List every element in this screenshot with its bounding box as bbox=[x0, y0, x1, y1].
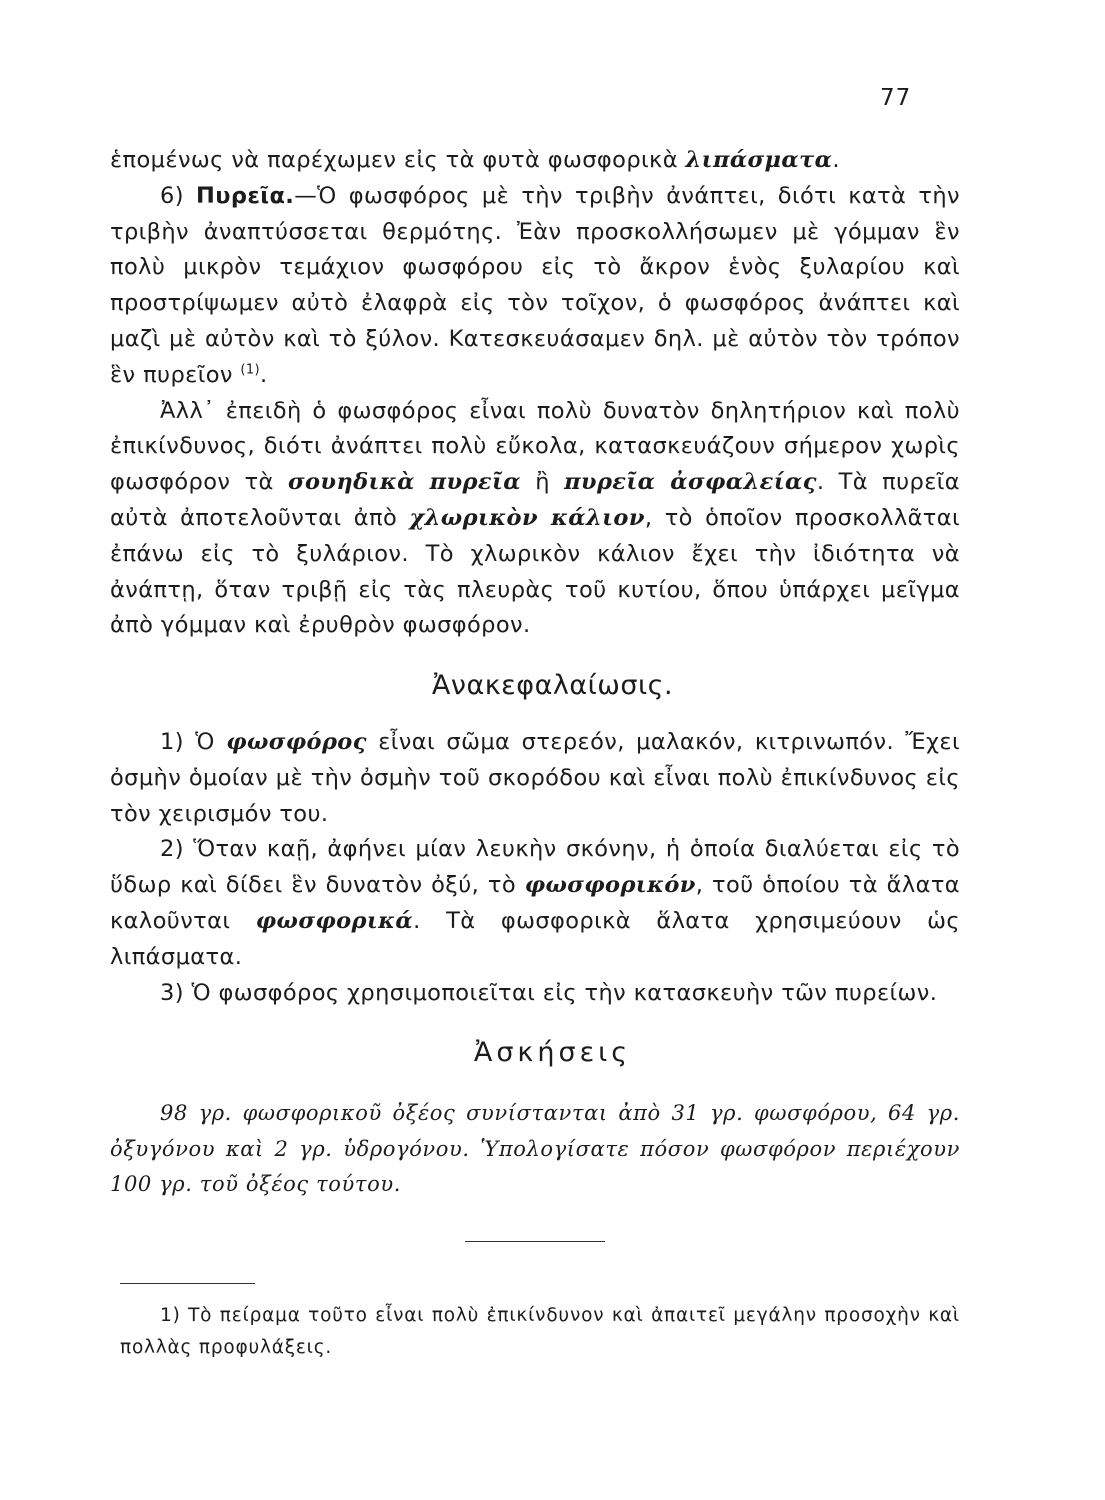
section-divider bbox=[465, 1241, 605, 1242]
para2-end: . bbox=[260, 361, 268, 388]
paragraph-1 bbox=[110, 143, 960, 179]
summary-item-2-emph-2: φωσφορικά bbox=[255, 907, 414, 934]
para3-text-2: ἢ bbox=[521, 469, 565, 496]
page-number: 77 bbox=[880, 85, 912, 111]
exercise-1: 98 γρ. φωσφορικοῦ ὀξέος συνίστανται ἀπὸ 31 γρ. φωσφόρου, 64 γρ. ὀξυγόνου καὶ 2 γρ. ὑδρογόνου. Ὑπολογίσατε πόσον φωσφόρον περιέχουν 100 γρ. τοῦ ὀξέος τούτου. bbox=[110, 1101, 960, 1196]
summary-text bbox=[110, 725, 960, 1011]
para1-text: ἑπομένως νὰ παρέχωμεν εἰς τὰ φυτὰ φωσφορικὰ bbox=[110, 147, 686, 173]
summary-item-3: 3) Ὁ φωσφόρος χρησιμοποιεῖται εἰς τὴν κατασκευὴν τῶν πυρείων. bbox=[160, 979, 938, 1006]
para3-emph-3: χλωρικὸν κάλιον bbox=[409, 504, 645, 531]
footnote-1: 1) Τὸ πείραμα τοῦτο εἶναι πολὺ ἐπικίνδυνον καὶ ἀπαιτεῖ μεγάλην προσοχὴν καὶ πολλὰς προφυλάξεις. bbox=[120, 1305, 960, 1358]
para1-emph: λιπάσματα bbox=[685, 147, 833, 173]
summary-item-2-text-1: 2) Ὅταν καῇ, ἀφήνει μίαν λευκὴν σκόνην, ἡ ὁποία διαλύεται εἰς τὸ ὕδωρ καὶ δίδει ἓν δυνατὸν ὀξύ, τὸ bbox=[110, 836, 960, 899]
para2-text: —Ὁ φωσφόρος μὲ τὴν τριβὴν ἀνάπτει, διότι κατὰ τὴν τριβὴν ἀναπτύσσεται θερμότης. Ἐὰν προσκολλήσωμεν μὲ γόμμαν ἓν πολὺ μικρὸν τεμάχιον φωσφόρου εἰς τὸ ἄκρον ἑνὸς ξυλαρίου καὶ προστρίψωμεν αὐτὸ ἐλαφρὰ εἰς τὸν τοῖχον, ὁ φωσφόρος ἀνάπτει καὶ μαζὶ μὲ αὐτὸν καὶ τὸ ξύλον. Κατεσκευάσαμεν δηλ. μὲ αὐτὸν τὸν τρόπον ἓν πυρεῖον bbox=[110, 182, 960, 388]
para3-text-4: , τὸ ὁποῖον προσκολλᾶται ἐπάνω εἰς τὸ ξυλάριον. Τὸ χλωρικὸν κάλιον ἔχει τὴν ἰδιότητα νὰ ἀνάπτῃ, ὅταν τριβῇ εἰς τὰς πλευρὰς τοῦ κυτίου, ὅπου ὑπάρχει μεῖγμα ἀπὸ γόμμαν καὶ ἐρυθρὸν φωσφόρον. bbox=[110, 504, 960, 639]
main-text-upper bbox=[110, 143, 960, 644]
summary-item-1-emph: φωσφόρος bbox=[226, 729, 367, 755]
summary-item-2-text-2: , τοῦ ὁποίου τὰ ἅλατα καλοῦνται bbox=[110, 872, 960, 934]
para1-end: . bbox=[832, 147, 840, 173]
summary-heading: Ἀνακεφαλαίωσις. bbox=[431, 670, 674, 701]
summary-item-2-emph-1: φωσφορικόν bbox=[524, 872, 696, 899]
summary-item-2 bbox=[110, 832, 960, 975]
para3-emph-1: σουηδικὰ πυρεῖα bbox=[287, 469, 521, 496]
para3-emph-2: πυρεῖα ἀσφαλείας bbox=[564, 469, 817, 496]
section-heading: Πυρεῖα. bbox=[196, 182, 295, 209]
exercises-heading: Ἀσκήσεις bbox=[473, 1037, 632, 1068]
footnote-divider bbox=[120, 1283, 255, 1284]
footnote bbox=[120, 1300, 960, 1364]
paragraph-2 bbox=[110, 179, 960, 394]
summary-item-2-text-3: . Τὰ φωσφορικὰ ἅλατα χρησιμεύουν ὡς λιπάσματα. bbox=[110, 907, 960, 970]
footnote-reference: (1) bbox=[240, 362, 261, 378]
summary-item-1-text-2: εἶναι σῶμα στερεόν, μαλακόν, κιτρινωπόν. Ἔχει ὀσμὴν ὁμοίαν μὲ τὴν ὀσμὴν τοῦ σκορόδου καὶ εἶναι πολὺ ἐπικίνδυνος εἰς τὸν χειρισμόν του. bbox=[110, 729, 960, 827]
summary-item-1 bbox=[110, 725, 960, 832]
summary-item-1-text-1: 1) Ὁ bbox=[160, 729, 227, 755]
exercise-text bbox=[110, 1096, 960, 1203]
section-label: 6) bbox=[160, 182, 197, 209]
paragraph-3 bbox=[110, 394, 960, 645]
para3-text-3: . Τὰ πυρεῖα αὐτὰ ἀποτελοῦνται ἀπὸ bbox=[110, 469, 960, 531]
para3-text-1: Ἀλλ᾽ ἐπειδὴ ὁ φωσφόρος εἶναι πολὺ δυνατὸν δηλητήριον καὶ πολὺ ἐπικίνδυνος, διότι ἀνάπτει πολὺ εὔκολα, κατασκευάζουν σήμερον χωρὶς φωσφόρον τὰ bbox=[110, 397, 960, 496]
